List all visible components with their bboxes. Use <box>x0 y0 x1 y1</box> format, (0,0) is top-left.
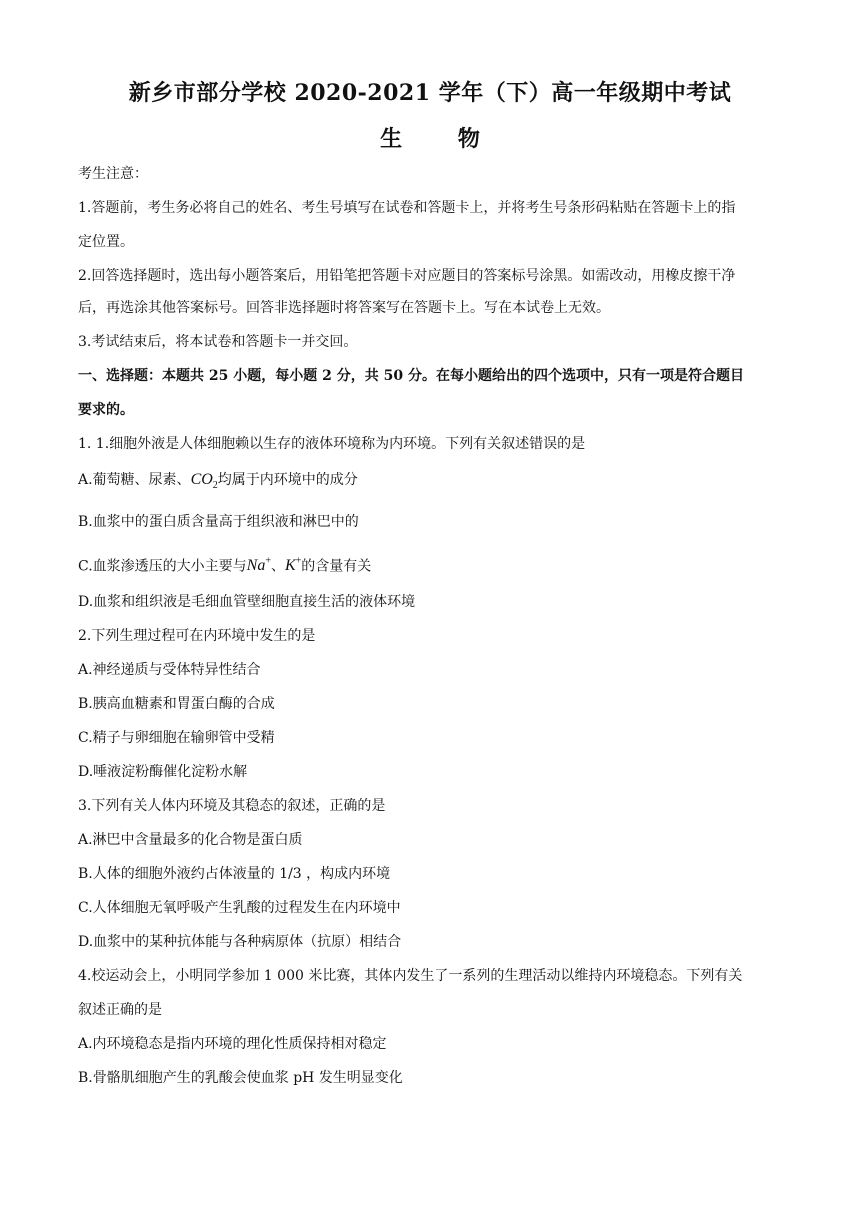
option-c-text: C.血浆渗透压的大小主要与 <box>78 558 247 575</box>
notice-item-3: 3.考试结束后，将本试卷和答题卡一并交回。 <box>78 334 358 350</box>
question-2-option-b: B.胰高血糖素和胃蛋白酶的合成 <box>78 696 275 712</box>
question-4-stem: 4.校运动会上，小明同学参加 1 000 米比赛，其体内发生了一系列的生理活动以维持内环境稳态。下列有关 <box>78 968 743 984</box>
question-3-stem: 3.下列有关人体内环境及其稳态的叙述，正确的是 <box>78 798 386 814</box>
question-3-option-c: C.人体细胞无氧呼吸产生乳酸的过程发生在内环境中 <box>78 900 401 916</box>
question-2-option-a: A.神经递质与受体特异性结合 <box>78 662 261 678</box>
sodium-ion: Na+ <box>246 556 271 575</box>
ion-separator: 、 <box>270 558 285 575</box>
option-c-text-end: 的含量有关 <box>301 558 372 575</box>
question-1-option-d: D.血浆和组织液是毛细血管壁细胞直接生活的液体环境 <box>78 594 416 610</box>
question-3-option-d: D.血浆中的某种抗体能与各种病原体（抗原）相结合 <box>78 934 402 950</box>
section-heading: 一、选择题：本题共 25 小题，每小题 2 分，共 50 分。在每小题给出的四个选项中，只有一项是符合题目 <box>78 368 744 384</box>
question-1-stem: 1. 1.细胞外液是人体细胞赖以生存的液体环境称为内环境。下列有关叙述错误的是 <box>78 436 586 452</box>
notice-item-1: 1.答题前，考生务必将自己的姓名、考生号填写在试卷和答题卡上，并将考生号条形码粘贴在答题卡上的指 <box>78 200 736 216</box>
question-1-option-a <box>78 470 784 496</box>
notice-heading: 考生注意： <box>78 166 148 182</box>
question-2-stem: 2.下列生理过程可在内环境中发生的是 <box>78 628 316 644</box>
question-3-option-b: B.人体的细胞外液约占体液量的 1/3 ，构成内环境 <box>78 866 391 882</box>
question-3-option-a: A.淋巴中含量最多的化合物是蛋白质 <box>78 832 303 848</box>
section-heading-cont: 要求的。 <box>78 402 134 418</box>
exam-subject: 生 物 <box>380 126 504 152</box>
question-4-option-b: B.骨骼肌细胞产生的乳酸会使血浆 pH 发生明显变化 <box>78 1070 403 1086</box>
question-2-option-c: C.精子与卵细胞在输卵管中受精 <box>78 730 275 746</box>
question-4-option-a: A.内环境稳态是指内环境的理化性质保持相对稳定 <box>78 1036 387 1052</box>
question-2-option-d: D.唾液淀粉酶催化淀粉水解 <box>78 764 248 780</box>
question-4-stem-cont: 叙述正确的是 <box>78 1002 162 1018</box>
potassium-ion: K+ <box>284 556 302 575</box>
notice-item-1-cont: 定位置。 <box>78 234 134 250</box>
question-1-option-b: B.血浆中的蛋白质含量高于组织液和淋巴中的 <box>78 514 359 530</box>
exam-title: 新乡市部分学校 2020-2021 学年（下）高一年级期中考试 <box>128 80 732 106</box>
notice-item-2-cont: 后，再选涂其他答案标号。回答非选择题时将答案写在答题卡上。写在本试卷上无效。 <box>78 300 610 316</box>
notice-item-2: 2.回答选择题时，选出每小题答案后，用铅笔把答题卡对应题目的答案标号涂黑。如需改动，用橡皮擦干净 <box>78 268 736 284</box>
question-1-option-c <box>78 552 784 576</box>
co2-formula: $CO_2$ <box>190 471 218 492</box>
option-a-text: A.葡萄糖、尿素、 <box>78 472 191 488</box>
option-a-text-end: 均属于内环境中的成分 <box>217 472 358 488</box>
